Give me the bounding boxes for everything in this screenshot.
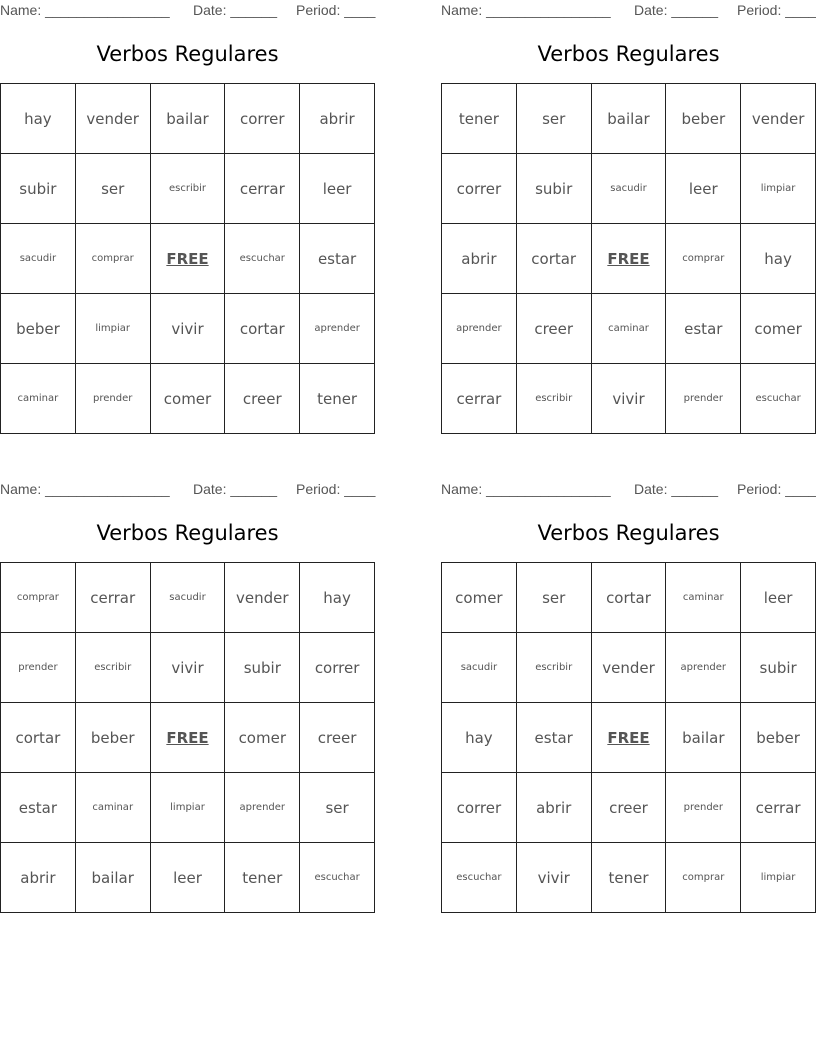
bingo-grid	[0, 83, 375, 434]
bingo-cell: cerrar	[442, 364, 517, 434]
name-field: Name: ________________	[441, 481, 611, 497]
bingo-cell: estar	[517, 703, 592, 773]
bingo-cell: ser	[517, 563, 592, 633]
bingo-cell: escribir	[517, 364, 592, 434]
bingo-cell: beber	[1, 294, 76, 364]
bingo-cell: estar	[300, 224, 375, 294]
period-field: Period: ____	[296, 481, 376, 497]
card-title: Verbos Regulares	[96, 521, 279, 545]
bingo-card-4	[441, 479, 816, 913]
bingo-cell: comprar	[666, 843, 741, 913]
bingo-cell: abrir	[442, 224, 517, 294]
bingo-cell: hay	[741, 224, 816, 294]
bingo-cell: comprar	[666, 224, 741, 294]
bingo-cell: cerrar	[741, 773, 816, 843]
bingo-cell: sacudir	[592, 154, 667, 224]
bingo-cell: comer	[151, 364, 226, 434]
bingo-cell: sacudir	[442, 633, 517, 703]
bingo-cell: leer	[666, 154, 741, 224]
bingo-cell: aprender	[225, 773, 300, 843]
bingo-cell: comer	[225, 703, 300, 773]
bingo-cell: limpiar	[76, 294, 151, 364]
bingo-cell: ser	[300, 773, 375, 843]
bingo-grid	[441, 83, 816, 434]
bingo-cell: cerrar	[76, 563, 151, 633]
bingo-cell: tener	[592, 843, 667, 913]
bingo-cell: subir	[517, 154, 592, 224]
bingo-card-2	[441, 0, 816, 434]
bingo-cell: limpiar	[741, 154, 816, 224]
free-space-cell: FREE	[592, 703, 667, 773]
card-header-fields	[441, 481, 816, 499]
bingo-cell: hay	[300, 563, 375, 633]
bingo-cell: aprender	[666, 633, 741, 703]
bingo-cell: aprender	[300, 294, 375, 364]
bingo-cell: estar	[666, 294, 741, 364]
name-field: Name: ________________	[441, 2, 611, 18]
bingo-cell: comprar	[1, 563, 76, 633]
bingo-cell: leer	[741, 563, 816, 633]
bingo-cell: escuchar	[741, 364, 816, 434]
bingo-cell: abrir	[1, 843, 76, 913]
bingo-cell: vivir	[592, 364, 667, 434]
bingo-cell: tener	[225, 843, 300, 913]
date-field: Date: ______	[193, 2, 278, 18]
bingo-cell: leer	[300, 154, 375, 224]
bingo-cell: vender	[76, 84, 151, 154]
bingo-cell: correr	[300, 633, 375, 703]
bingo-cell: creer	[225, 364, 300, 434]
date-field: Date: ______	[634, 2, 719, 18]
bingo-cell: comprar	[76, 224, 151, 294]
bingo-cell: caminar	[76, 773, 151, 843]
bingo-cell: comer	[442, 563, 517, 633]
bingo-cell: limpiar	[151, 773, 226, 843]
bingo-grid	[0, 562, 375, 913]
bingo-cell: subir	[225, 633, 300, 703]
bingo-cell: escribir	[76, 633, 151, 703]
bingo-cell: prender	[666, 364, 741, 434]
bingo-cell: cortar	[592, 563, 667, 633]
bingo-cell: bailar	[592, 84, 667, 154]
bingo-cell: prender	[76, 364, 151, 434]
free-space-cell: FREE	[592, 224, 667, 294]
bingo-cell: bailar	[76, 843, 151, 913]
bingo-cell: tener	[300, 364, 375, 434]
bingo-cell: beber	[666, 84, 741, 154]
bingo-cell: creer	[300, 703, 375, 773]
bingo-cell: escuchar	[225, 224, 300, 294]
bingo-cell: abrir	[300, 84, 375, 154]
free-space-cell: FREE	[151, 224, 226, 294]
bingo-cell: vivir	[151, 633, 226, 703]
bingo-cell: creer	[592, 773, 667, 843]
bingo-cell: vivir	[151, 294, 226, 364]
bingo-cell: correr	[442, 154, 517, 224]
bingo-cell: cortar	[517, 224, 592, 294]
bingo-cell: estar	[1, 773, 76, 843]
bingo-cell: correr	[442, 773, 517, 843]
bingo-cell: ser	[76, 154, 151, 224]
bingo-cell: prender	[666, 773, 741, 843]
card-header-fields	[0, 481, 375, 499]
bingo-cell: cortar	[1, 703, 76, 773]
card-title: Verbos Regulares	[537, 42, 720, 66]
bingo-cell: sacudir	[151, 563, 226, 633]
free-space-cell: FREE	[151, 703, 226, 773]
bingo-cell: correr	[225, 84, 300, 154]
bingo-cell: beber	[741, 703, 816, 773]
bingo-cell: prender	[1, 633, 76, 703]
bingo-cell: sacudir	[1, 224, 76, 294]
card-header-fields	[0, 2, 375, 20]
bingo-cell: caminar	[666, 563, 741, 633]
bingo-cell: vender	[225, 563, 300, 633]
bingo-cell: subir	[741, 633, 816, 703]
bingo-cell: escribir	[517, 633, 592, 703]
bingo-cell: aprender	[442, 294, 517, 364]
bingo-card-1	[0, 0, 375, 434]
name-field: Name: ________________	[0, 481, 170, 497]
period-field: Period: ____	[296, 2, 376, 18]
bingo-cell: escribir	[151, 154, 226, 224]
bingo-cell: vender	[741, 84, 816, 154]
bingo-cell: ser	[517, 84, 592, 154]
date-field: Date: ______	[634, 481, 719, 497]
card-title: Verbos Regulares	[96, 42, 279, 66]
bingo-cell: limpiar	[741, 843, 816, 913]
period-field: Period: ____	[737, 481, 816, 497]
period-field: Period: ____	[737, 2, 816, 18]
bingo-cell: bailar	[666, 703, 741, 773]
card-title: Verbos Regulares	[537, 521, 720, 545]
bingo-cell: leer	[151, 843, 226, 913]
bingo-grid	[441, 562, 816, 913]
bingo-cell: beber	[76, 703, 151, 773]
bingo-card-3	[0, 479, 375, 913]
bingo-cell: escuchar	[442, 843, 517, 913]
bingo-cell: abrir	[517, 773, 592, 843]
bingo-cell: caminar	[592, 294, 667, 364]
bingo-cell: vender	[592, 633, 667, 703]
bingo-cell: caminar	[1, 364, 76, 434]
bingo-cell: vivir	[517, 843, 592, 913]
bingo-cell: subir	[1, 154, 76, 224]
bingo-cell: tener	[442, 84, 517, 154]
bingo-cell: comer	[741, 294, 816, 364]
bingo-cell: hay	[1, 84, 76, 154]
name-field: Name: ________________	[0, 2, 170, 18]
bingo-cell: hay	[442, 703, 517, 773]
bingo-cell: creer	[517, 294, 592, 364]
card-header-fields	[441, 2, 816, 20]
bingo-cell: cerrar	[225, 154, 300, 224]
bingo-cell: escuchar	[300, 843, 375, 913]
bingo-cell: bailar	[151, 84, 226, 154]
bingo-cell: cortar	[225, 294, 300, 364]
date-field: Date: ______	[193, 481, 278, 497]
